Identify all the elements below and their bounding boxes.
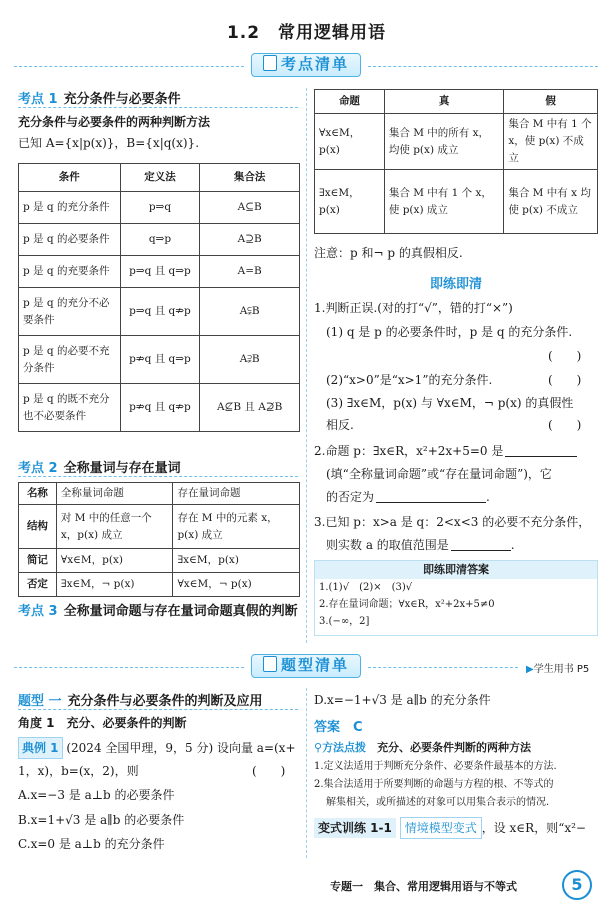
- fill-blank[interactable]: [376, 489, 486, 503]
- table1-cell: A⊈B 且 A⊉B: [200, 384, 300, 432]
- angle-1-heading: 角度 1 充分、必要条件的判断: [18, 716, 187, 730]
- table1-cell: p⇒q 且 q⇒p: [120, 256, 200, 288]
- table2-cell: 对 M 中的任意一个 x，p(x) 成立: [56, 505, 173, 549]
- table1-cell: A⫋B: [200, 288, 300, 336]
- method-heading: ⚲方法点拨 充分、必要条件判断的两种方法: [314, 741, 532, 754]
- table3-header: 命题: [315, 90, 385, 114]
- table1-cell: A⊇B: [200, 224, 300, 256]
- banner2-left-rule: [14, 667, 244, 668]
- table1-cell: p 是 q 的充要条件: [19, 256, 121, 288]
- arrow-icon: ▶: [526, 664, 534, 675]
- key-icon: ⚲: [314, 741, 323, 754]
- answer-row: 2.存在量词命题；∀x∈R，x²+2x+5≠0: [319, 599, 495, 610]
- method-2-cont: 解集相关，或所描述的对象可以用集合表示的情况.: [326, 797, 550, 808]
- table3-cell: 集合 M 中有 1 个 x，使 p(x) 不成立: [504, 114, 598, 170]
- table-condition-methods: [18, 163, 300, 432]
- table2-header: 全称量词命题: [56, 483, 173, 505]
- answer-box-heading: 即练即清答案: [315, 561, 597, 579]
- table3-cell: 集合 M 中的所有 x，均使 p(x) 成立: [384, 114, 503, 170]
- answer-row: 1.(1)√ (2)× (3)√: [319, 582, 413, 593]
- option-b: B.x=1+√3 是 a∥b 的必要条件: [18, 813, 185, 827]
- table1-cell: A⫌B: [200, 336, 300, 384]
- kaodian-2-rule: [18, 476, 298, 477]
- table1-cell: p⇒q: [120, 192, 200, 224]
- table1-cell: p 是 q 的必要条件: [19, 224, 121, 256]
- kaodian-2-heading: 考点 2 全称量词与存在量词: [18, 461, 181, 476]
- example-tag: 典例 1: [18, 737, 63, 759]
- answer-paren[interactable]: ( ): [548, 418, 582, 432]
- question-1-3-cont: 相反.: [326, 418, 354, 432]
- table2-header: 存在量词命题: [173, 483, 300, 505]
- table1-header: 集合法: [200, 164, 300, 192]
- tixing-1-heading: 题型 一 充分条件与必要条件的判断及应用: [18, 694, 263, 709]
- table2-cell: ∀x∈M，p(x): [56, 549, 173, 573]
- kaodian-1-rule: [18, 107, 298, 108]
- clipboard-icon: [263, 55, 277, 71]
- table1-cell: p 是 q 的充分不必要条件: [19, 288, 121, 336]
- banner2-right-rule: [368, 667, 518, 668]
- tixing-1-rule: [18, 709, 298, 710]
- kaodian-3-heading: 考点 3 全称量词命题与存在量词命题真假的判断: [18, 604, 298, 619]
- table1-cell: p⇒q 且 q⇏p: [120, 288, 200, 336]
- footer-chapter: 专题一 集合、常用逻辑用语与不等式: [330, 880, 517, 893]
- drill-subtag: 情境模型变式: [400, 817, 482, 839]
- example-1-cont: 1，x)，b=(x，2)，则: [18, 764, 139, 778]
- student-book-ref[interactable]: ▶学生用书 P5: [526, 664, 590, 675]
- table1-cell: A=B: [200, 256, 300, 288]
- table2-cell: ∀x∈M，¬ p(x): [173, 573, 300, 597]
- answer-box: [314, 560, 598, 636]
- page-title: 1.2 常用逻辑用语: [226, 23, 387, 43]
- table1-header: 定义法: [120, 164, 200, 192]
- answer-paren[interactable]: ( ): [548, 373, 582, 387]
- option-d: D.x=−1+√3 是 a∥b 的充分条件: [314, 693, 491, 707]
- section-banner-tixing: [251, 654, 361, 678]
- clipboard-icon: [263, 656, 277, 672]
- example-1: 典例 1 (2024 全国甲理，9，5 分) 设向量 a=(x+: [18, 737, 303, 759]
- table1-cell: p⇏q 且 q⇏p: [120, 384, 200, 432]
- kaodian-1-heading: 考点 1 充分条件与必要条件: [18, 92, 181, 107]
- answer-row: 3.(−∞，2]: [319, 616, 370, 627]
- table1-cell: q⇒p: [120, 224, 200, 256]
- table1-cell: A⊆B: [200, 192, 300, 224]
- table-truth-judgment: [314, 89, 598, 234]
- table3-cell: 集合 M 中有 1 个 x，使 p(x) 成立: [384, 170, 503, 234]
- table1-cell: p 是 q 的充分条件: [19, 192, 121, 224]
- example-1-paren[interactable]: ( ): [252, 764, 286, 778]
- practice-heading: 即练即清: [429, 277, 482, 292]
- table-quantifiers: [18, 482, 300, 597]
- section-banner-kaodian: [251, 53, 361, 77]
- fill-blank[interactable]: [451, 537, 511, 551]
- table2-row-label: 否定: [19, 573, 57, 597]
- question-2: 2.命题 p：∃x∈R，x²+2x+5=0 是: [314, 441, 577, 461]
- table2-cell: 存在 M 中的元素 x，p(x) 成立: [173, 505, 300, 549]
- answer-paren[interactable]: ( ): [548, 349, 582, 363]
- question-2-cont: (填“全称量词命题”或“存在量词命题”)，它: [326, 467, 552, 481]
- table2-header: 名称: [19, 483, 57, 505]
- column-divider-lower: [306, 688, 307, 858]
- question-1-2: (2)“x>0”是“x>1”的充分条件.: [326, 373, 493, 387]
- question-3: 3.已知 p：x>a 是 q：2<x<3 的必要不充分条件，: [314, 515, 591, 529]
- table2-row-label: 结构: [19, 505, 57, 549]
- page-number: 5: [562, 870, 592, 900]
- banner-label: 题型清单: [280, 656, 349, 674]
- question-1: 1.判断正误.(对的打“√”，错的打“×”): [314, 301, 513, 315]
- option-c: C.x=0 是 a⊥b 的充分条件: [18, 837, 165, 851]
- table2-row-label: 简记: [19, 549, 57, 573]
- answer-line: 答案 C: [314, 720, 363, 735]
- column-divider: [306, 88, 307, 643]
- question-3-cont: 则实数 a 的取值范围是 .: [326, 538, 515, 552]
- table1-cell: p 是 q 的必要不充分条件: [19, 336, 121, 384]
- table3-cell: ∀x∈M，p(x): [315, 114, 385, 170]
- question-2-cont2: 的否定为 .: [326, 490, 490, 504]
- method-1: 1.定义法适用于判断充分条件、必要条件最基本的方法.: [314, 761, 557, 772]
- note-text: 注意：p 和¬ p 的真假相反.: [314, 246, 463, 260]
- banner-label: 考点清单: [280, 55, 349, 73]
- table3-header: 真: [384, 90, 503, 114]
- fill-blank[interactable]: [505, 443, 577, 457]
- table3-cell: 集合 M 中有 x 均使 p(x) 不成立: [504, 170, 598, 234]
- kaodian-1-subtitle: 充分条件与必要条件的两种判断方法: [18, 115, 211, 129]
- table3-cell: ∃x∈M，p(x): [315, 170, 385, 234]
- banner-left-rule: [14, 66, 244, 67]
- table1-header: 条件: [19, 164, 121, 192]
- table1-cell: p 是 q 的既不充分也不必要条件: [19, 384, 121, 432]
- drill-tag: 变式训练 1-1: [314, 818, 396, 838]
- drill-1-1: 变式训练 1-1 情境模型变式 ，设 x∈R，则“x²−: [314, 817, 609, 839]
- table2-cell: ∃x∈M，p(x): [173, 549, 300, 573]
- table1-cell: p⇏q 且 q⇒p: [120, 336, 200, 384]
- table3-header: 假: [504, 90, 598, 114]
- option-a: A.x=−3 是 a⊥b 的必要条件: [18, 788, 175, 802]
- method-2: 2.集合法适用于所要判断的命题与方程的根、不等式的: [314, 779, 554, 790]
- kaodian-1-given: 已知 A={x|p(x)}，B={x|q(x)}.: [18, 136, 200, 150]
- question-1-3: (3) ∃x∈M，p(x) 与 ∀x∈M，¬ p(x) 的真假性: [326, 396, 574, 410]
- banner-right-rule: [368, 66, 598, 67]
- question-1-1: (1) q 是 p 的必要条件时，p 是 q 的充分条件.: [326, 325, 573, 339]
- table2-cell: ∃x∈M，¬ p(x): [56, 573, 173, 597]
